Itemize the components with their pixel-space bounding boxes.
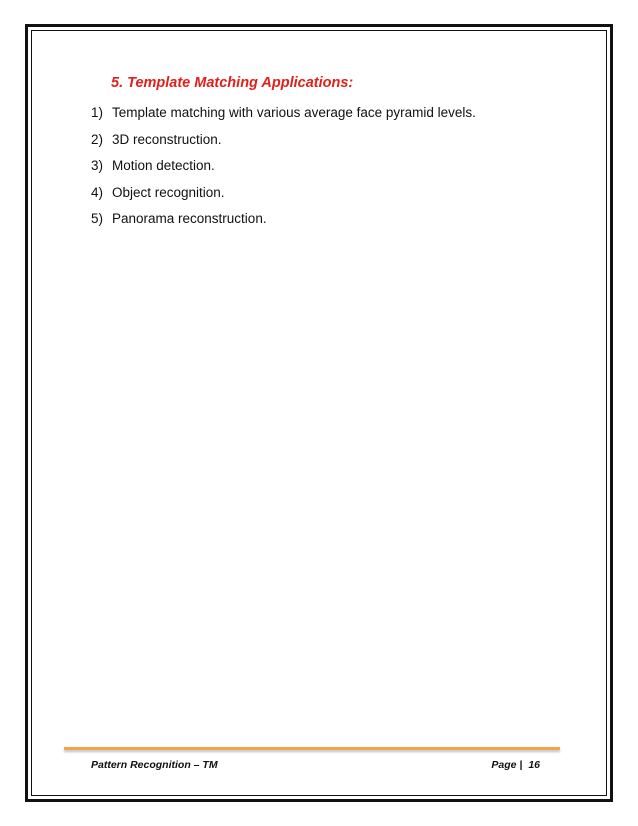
- list-item-text: Motion detection.: [112, 158, 215, 173]
- footer-page: [491, 759, 540, 771]
- list-item-text: Object recognition.: [112, 184, 225, 200]
- list-item-number: 5): [91, 211, 104, 226]
- list-item: [91, 127, 476, 154]
- list-item: [91, 180, 476, 207]
- page-number: 16: [528, 759, 540, 771]
- list-item-text: 3D reconstruction.: [112, 131, 222, 147]
- list-item: [91, 206, 476, 233]
- footer-title: Pattern Recognition – TM: [91, 759, 218, 771]
- list-item-number: 3): [91, 158, 104, 173]
- footer-divider: [64, 747, 560, 750]
- page-label: Page |: [491, 759, 523, 771]
- applications-list: [91, 100, 476, 233]
- list-item: [91, 153, 476, 180]
- list-item-number: 1): [91, 105, 104, 120]
- list-item: [91, 100, 476, 127]
- section-heading: 5. Template Matching Applications:: [111, 75, 354, 91]
- list-item-text: Template matching with various average face pyramid levels.: [112, 105, 476, 120]
- list-item-text: Panorama reconstruction.: [112, 211, 267, 226]
- list-item-number: 4): [91, 184, 104, 200]
- list-item-number: 2): [91, 131, 104, 147]
